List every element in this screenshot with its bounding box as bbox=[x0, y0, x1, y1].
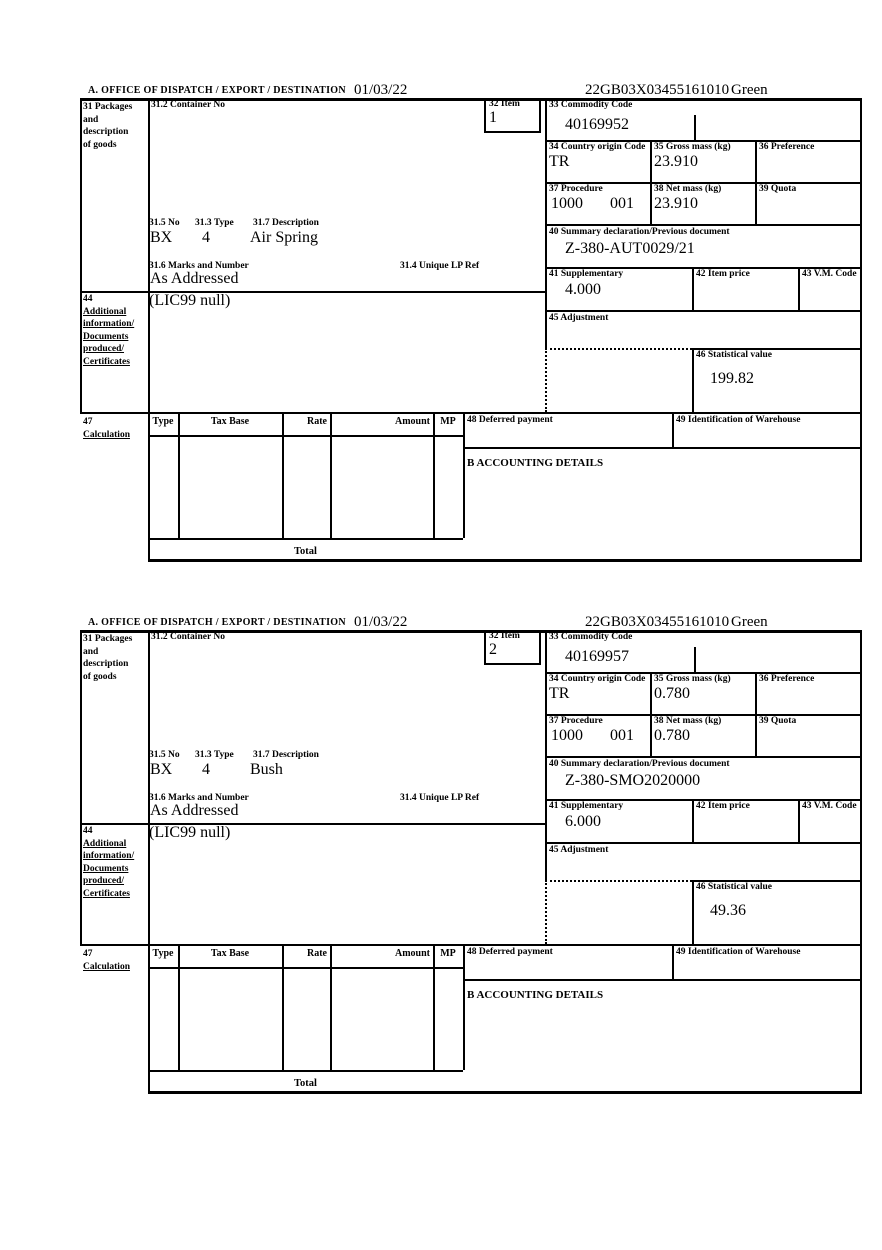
box31-4-unique-lp-label: 31.4 Unique LP Ref bbox=[400, 793, 480, 803]
box32-item-frame bbox=[484, 98, 541, 133]
box43-vm-code-label: 43 V.M. Code bbox=[802, 269, 857, 279]
box44-label-line: Certificates bbox=[83, 356, 130, 367]
divider-line bbox=[148, 559, 862, 562]
box46-statistical-value-label: 46 Statistical value bbox=[696, 882, 772, 892]
divider-line bbox=[178, 944, 180, 1070]
divider-line bbox=[672, 944, 674, 979]
divider-line bbox=[545, 842, 862, 844]
divider-line bbox=[860, 630, 862, 1094]
box43-vm-code-label: 43 V.M. Code bbox=[802, 801, 857, 811]
divider-line bbox=[755, 140, 757, 224]
declaration-date: 01/03/22 bbox=[354, 82, 408, 98]
box31-6-marks-label: 31.6 Marks and Number bbox=[149, 793, 249, 803]
box45-adjustment-label: 45 Adjustment bbox=[549, 313, 609, 323]
procedure-ext-value: 001 bbox=[610, 727, 634, 744]
calc-header-tax-base: Tax Base bbox=[210, 948, 250, 959]
divider-line bbox=[694, 115, 696, 140]
box31-6-marks-label: 31.6 Marks and Number bbox=[149, 261, 249, 271]
box40-previous-document-label: 40 Summary declaration/Previous document bbox=[549, 227, 730, 237]
divider-line bbox=[148, 538, 463, 540]
calc-header-tax-base: Tax Base bbox=[210, 416, 250, 427]
divider-line bbox=[282, 944, 284, 1070]
box31-label-line: description bbox=[83, 659, 129, 669]
marks-value: As Addressed bbox=[150, 802, 239, 819]
box38-net-mass-label: 38 Net mass (kg) bbox=[654, 716, 722, 726]
box44-label-line: Additional bbox=[83, 838, 127, 849]
customs-declaration-item-copy bbox=[80, 82, 862, 564]
item-number: 2 bbox=[489, 641, 497, 658]
divider-line bbox=[545, 310, 862, 312]
box44-additional-info-label bbox=[83, 293, 134, 368]
box34-origin-label: 34 Country origin Code bbox=[549, 142, 646, 152]
divider-line bbox=[545, 630, 547, 880]
routing-status: Green bbox=[731, 82, 768, 98]
customs-declaration-item-copy bbox=[80, 614, 862, 1096]
previous-document-value: Z-380-AUT0029/21 bbox=[565, 240, 695, 257]
additional-info-value: (LIC99 null) bbox=[149, 824, 231, 841]
box35-gross-mass-label: 35 Gross mass (kg) bbox=[654, 142, 731, 152]
box47-label-line: Calculation bbox=[83, 961, 130, 972]
box45-adjustment-label: 45 Adjustment bbox=[549, 845, 609, 855]
statistical-value: 49.36 bbox=[710, 902, 746, 919]
box44-additional-info-label bbox=[83, 825, 134, 900]
divider-line bbox=[463, 447, 862, 449]
commodity-code-value: 40169952 bbox=[565, 116, 629, 133]
net-mass-value: 23.910 bbox=[654, 195, 698, 212]
box44-label-line: Certificates bbox=[83, 888, 130, 899]
gross-mass-value: 23.910 bbox=[654, 153, 698, 170]
divider-line bbox=[148, 1091, 862, 1094]
divider-line bbox=[860, 98, 862, 562]
box49-warehouse-label: 49 Identification of Warehouse bbox=[676, 947, 801, 957]
box32-item-label: 32 Item bbox=[489, 99, 520, 109]
marks-value: As Addressed bbox=[150, 270, 239, 287]
divider-line bbox=[650, 140, 652, 224]
box33-commodity-label: 33 Commodity Code bbox=[549, 632, 633, 642]
box31-label-line: and bbox=[83, 114, 99, 125]
office-of-dispatch-label: A. OFFICE OF DISPATCH / EXPORT / DESTINATION bbox=[88, 85, 346, 96]
box41-supplementary-label: 41 Supplementary bbox=[549, 801, 624, 811]
box46-statistical-value-label: 46 Statistical value bbox=[696, 350, 772, 360]
routing-status: Green bbox=[731, 614, 768, 630]
box47-label-line: Calculation bbox=[83, 429, 130, 440]
box42-item-price-label: 42 Item price bbox=[696, 269, 750, 279]
additional-info-value: (LIC99 null) bbox=[149, 292, 231, 309]
divider-line bbox=[692, 348, 694, 412]
country-origin-value: TR bbox=[549, 153, 570, 170]
divider-line bbox=[545, 348, 547, 412]
box44-label-line: produced/ bbox=[83, 344, 125, 354]
box44-label-line: information/ bbox=[83, 319, 135, 329]
box47-label-line: 47 bbox=[83, 949, 93, 959]
office-of-dispatch-label: A. OFFICE OF DISPATCH / EXPORT / DESTINATION bbox=[88, 617, 346, 628]
box47-calculation-label bbox=[83, 416, 130, 441]
divider-line bbox=[692, 267, 694, 310]
box31-label-line: 31 Packages bbox=[83, 102, 133, 112]
calc-header-mp: MP bbox=[440, 948, 456, 959]
divider-line bbox=[463, 979, 862, 981]
divider-line bbox=[433, 412, 435, 538]
package-type-value: 4 bbox=[202, 229, 210, 246]
box32-item-label: 32 Item bbox=[489, 631, 520, 641]
box31-label-line: 31 Packages bbox=[83, 634, 133, 644]
box31-5-no-label: 31.5 No bbox=[149, 218, 180, 228]
box31-label-line: and bbox=[83, 646, 99, 657]
goods-description-value: Bush bbox=[250, 761, 283, 778]
box35-gross-mass-label: 35 Gross mass (kg) bbox=[654, 674, 731, 684]
divider-line bbox=[545, 880, 692, 882]
box44-label-line: Documents bbox=[83, 331, 129, 342]
divider-line bbox=[80, 98, 82, 412]
divider-line bbox=[80, 412, 862, 414]
box48-deferred-payment-label: 48 Deferred payment bbox=[467, 947, 553, 957]
box31-7-description-label: 31.7 Description bbox=[253, 218, 319, 228]
box44-label-line: produced/ bbox=[83, 876, 125, 886]
divider-line bbox=[148, 435, 463, 437]
procedure-ext-value: 001 bbox=[610, 195, 634, 212]
box33-commodity-label: 33 Commodity Code bbox=[549, 100, 633, 110]
divider-line bbox=[692, 799, 694, 842]
declaration-reference: 22GB03X03455161010 bbox=[585, 82, 730, 98]
declaration-reference: 22GB03X03455161010 bbox=[585, 614, 730, 630]
declaration-date: 01/03/22 bbox=[354, 614, 408, 630]
box31-label-line: description bbox=[83, 127, 129, 137]
accounting-details-label: B ACCOUNTING DETAILS bbox=[467, 989, 604, 1001]
calc-total-label: Total bbox=[294, 546, 317, 557]
divider-line bbox=[798, 267, 800, 310]
package-type-value: 4 bbox=[202, 761, 210, 778]
divider-line bbox=[463, 412, 465, 538]
box49-warehouse-label: 49 Identification of Warehouse bbox=[676, 415, 801, 425]
package-count-value: BX bbox=[150, 761, 173, 778]
box31-label-line: of goods bbox=[83, 671, 117, 682]
gross-mass-value: 0.780 bbox=[654, 685, 690, 702]
box31-2-container-label: 31.2 Container No bbox=[151, 632, 225, 642]
divider-line bbox=[463, 944, 465, 1070]
goods-description-value: Air Spring bbox=[250, 229, 318, 246]
box48-deferred-payment-label: 48 Deferred payment bbox=[467, 415, 553, 425]
calc-header-type: Type bbox=[152, 416, 174, 427]
divider-line bbox=[798, 799, 800, 842]
box31-5-no-label: 31.5 No bbox=[149, 750, 180, 760]
divider-line bbox=[148, 1070, 463, 1072]
divider-line bbox=[545, 348, 692, 350]
calc-header-amount: Amount bbox=[394, 416, 430, 427]
divider-line bbox=[80, 944, 862, 946]
previous-document-value: Z-380-SMO2020000 bbox=[565, 772, 701, 789]
box31-packages-label bbox=[83, 101, 132, 151]
statistical-value: 199.82 bbox=[710, 370, 754, 387]
net-mass-value: 0.780 bbox=[654, 727, 690, 744]
accounting-details-label: B ACCOUNTING DETAILS bbox=[467, 457, 604, 469]
box37-procedure-label: 37 Procedure bbox=[549, 716, 603, 726]
box47-label-line: 47 bbox=[83, 417, 93, 427]
divider-line bbox=[330, 944, 332, 1070]
supplementary-units-value: 4.000 bbox=[565, 281, 601, 298]
box34-origin-label: 34 Country origin Code bbox=[549, 674, 646, 684]
box39-quota-label: 39 Quota bbox=[759, 184, 797, 194]
calc-header-type: Type bbox=[152, 948, 174, 959]
box31-2-container-label: 31.2 Container No bbox=[151, 100, 225, 110]
box31-packages-label bbox=[83, 633, 132, 683]
box40-previous-document-label: 40 Summary declaration/Previous document bbox=[549, 759, 730, 769]
divider-line bbox=[330, 412, 332, 538]
calc-total-label: Total bbox=[294, 1078, 317, 1089]
calc-header-amount: Amount bbox=[394, 948, 430, 959]
box47-calculation-label bbox=[83, 948, 130, 973]
divider-line bbox=[178, 412, 180, 538]
supplementary-units-value: 6.000 bbox=[565, 813, 601, 830]
box38-net-mass-label: 38 Net mass (kg) bbox=[654, 184, 722, 194]
divider-line bbox=[650, 672, 652, 756]
divider-line bbox=[80, 630, 82, 944]
box36-preference-label: 36 Preference bbox=[759, 674, 815, 684]
country-origin-value: TR bbox=[549, 685, 570, 702]
box36-preference-label: 36 Preference bbox=[759, 142, 815, 152]
package-count-value: BX bbox=[150, 229, 173, 246]
divider-line bbox=[545, 880, 547, 944]
box44-label-line: 44 bbox=[83, 826, 93, 836]
box31-4-unique-lp-label: 31.4 Unique LP Ref bbox=[400, 261, 480, 271]
box39-quota-label: 39 Quota bbox=[759, 716, 797, 726]
divider-line bbox=[148, 98, 150, 562]
divider-line bbox=[692, 880, 694, 944]
box44-label-line: 44 bbox=[83, 294, 93, 304]
box44-label-line: Additional bbox=[83, 306, 127, 317]
divider-line bbox=[433, 944, 435, 1070]
divider-line bbox=[282, 412, 284, 538]
box41-supplementary-label: 41 Supplementary bbox=[549, 269, 624, 279]
divider-line bbox=[545, 756, 862, 758]
box42-item-price-label: 42 Item price bbox=[696, 801, 750, 811]
item-number: 1 bbox=[489, 109, 497, 126]
divider-line bbox=[755, 672, 757, 756]
box31-label-line: of goods bbox=[83, 139, 117, 150]
calc-header-rate: Rate bbox=[307, 416, 327, 427]
box31-3-type-label: 31.3 Type bbox=[195, 218, 234, 228]
box37-procedure-label: 37 Procedure bbox=[549, 184, 603, 194]
divider-line bbox=[694, 647, 696, 672]
box31-7-description-label: 31.7 Description bbox=[253, 750, 319, 760]
box32-item-frame bbox=[484, 630, 541, 665]
calc-header-mp: MP bbox=[440, 416, 456, 427]
calc-header-rate: Rate bbox=[307, 948, 327, 959]
box31-3-type-label: 31.3 Type bbox=[195, 750, 234, 760]
box44-label-line: Documents bbox=[83, 863, 129, 874]
procedure-value: 1000 bbox=[551, 727, 583, 744]
procedure-value: 1000 bbox=[551, 195, 583, 212]
divider-line bbox=[545, 98, 547, 348]
divider-line bbox=[148, 630, 150, 1094]
divider-line bbox=[545, 224, 862, 226]
box44-label-line: information/ bbox=[83, 851, 135, 861]
divider-line bbox=[672, 412, 674, 447]
commodity-code-value: 40169957 bbox=[565, 648, 629, 665]
divider-line bbox=[148, 967, 463, 969]
